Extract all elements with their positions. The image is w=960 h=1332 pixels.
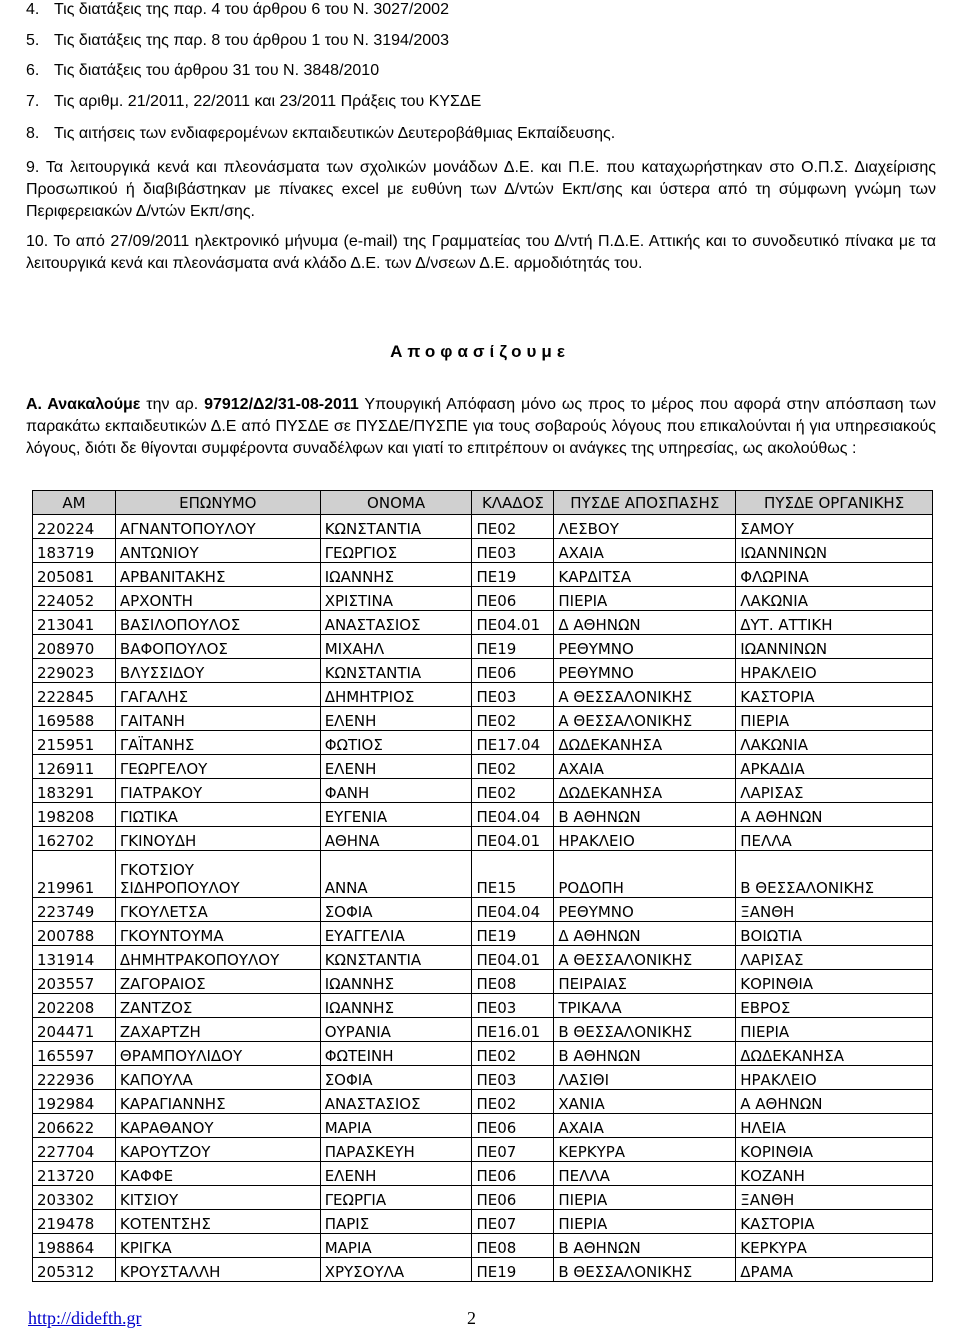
table-row	[33, 898, 933, 922]
table-cell: ΚΑΣΤΟΡΙΑ	[736, 683, 933, 707]
table-row	[33, 659, 933, 683]
table-cell: ΠΕ16.01	[472, 1018, 554, 1042]
table-cell: ΛΑΡΙΣΑΣ	[736, 779, 933, 803]
table-cell: ΚΡΙΓΚΑ	[115, 1234, 320, 1258]
table-row	[33, 803, 933, 827]
table-cell: ΣΑΜΟΥ	[736, 515, 933, 539]
table-cell: ΣΟΦΙΑ	[320, 1066, 472, 1090]
table-cell: ΠΕ04.04	[472, 803, 554, 827]
table-cell: ΦΛΩΡΙΝΑ	[736, 563, 933, 587]
table-cell: ΓΑΙΤΑΝΗ	[115, 707, 320, 731]
table-cell: ΚΕΡΚΥΡΑ	[554, 1138, 736, 1162]
list-item-number: 6.	[26, 62, 40, 79]
table-cell: ΖΑΓΟΡΑΙΟΣ	[115, 970, 320, 994]
table-cell: ΑΝΑΣΤΑΣΙΟΣ	[320, 611, 472, 635]
table-cell: ΠΕ03	[472, 1066, 554, 1090]
table-cell: ΑΘΗΝΑ	[320, 827, 472, 851]
table-cell: ΠΕ04.04	[472, 898, 554, 922]
table-cell: ΚΑΦΦΕ	[115, 1162, 320, 1186]
table-cell: ΚΩΝΣΤΑΝΤΙΑ	[320, 659, 472, 683]
table-cell: ΠΕ08	[472, 970, 554, 994]
table-cell: ΡΕΘΥΜΝΟ	[554, 635, 736, 659]
table-cell: ΑΧΑΙΑ	[554, 755, 736, 779]
table-cell: ΠΕ03	[472, 683, 554, 707]
table-row	[33, 994, 933, 1018]
table-row	[33, 1090, 933, 1114]
table-cell: Β ΑΘΗΝΩΝ	[554, 1234, 736, 1258]
table-cell: ΕΛΕΝΗ	[320, 1162, 472, 1186]
table-cell: Α ΘΕΣΣΑΛΟΝΙΚΗΣ	[554, 683, 736, 707]
table-cell: ΓΑΓΑΛΗΣ	[115, 683, 320, 707]
table-cell: ΠΕ02	[472, 707, 554, 731]
table-cell: 183291	[33, 779, 116, 803]
table-cell: ΔΗΜΗΤΡΑΚΟΠΟΥΛΟΥ	[115, 946, 320, 970]
table-cell: ΒΑΦΟΠΟΥΛΟΣ	[115, 635, 320, 659]
table-row	[33, 1042, 933, 1066]
table-cell: 165597	[33, 1042, 116, 1066]
table-cell: 222936	[33, 1066, 116, 1090]
table-cell: ΚΩΝΣΤΑΝΤΙΑ	[320, 946, 472, 970]
table-cell: 169588	[33, 707, 116, 731]
table-cell: ΤΡΙΚΑΛΑ	[554, 994, 736, 1018]
table-cell: ΠΕ19	[472, 635, 554, 659]
teachers-table	[32, 490, 933, 1282]
table-row	[33, 1066, 933, 1090]
list-item-text: Τις αιτήσεις των ενδιαφερομένων εκπαιδευτικών Δευτεροβάθμιας Εκπαίδευσης.	[54, 125, 616, 142]
table-cell: ΡΟΔΟΠΗ	[554, 851, 736, 898]
list-item	[26, 92, 936, 112]
list-item	[26, 61, 936, 81]
column-header: ΚΛΑΔΟΣ	[472, 491, 554, 515]
table-row	[33, 970, 933, 994]
table-cell: ΠΙΕΡΙΑ	[554, 1186, 736, 1210]
table-cell: ΕΥΑΓΓΕΛΙΑ	[320, 922, 472, 946]
table-cell: ΠΕ06	[472, 1114, 554, 1138]
table-cell: ΗΛΕΙΑ	[736, 1114, 933, 1138]
table-cell: ΠΕ02	[472, 515, 554, 539]
table-cell: ΛΑΚΩΝΙΑ	[736, 731, 933, 755]
column-header: ΕΠΩΝΥΜΟ	[115, 491, 320, 515]
table-cell: ΚΑΣΤΟΡΙΑ	[736, 1210, 933, 1234]
table-cell: ΔΩΔΕΚΑΝΗΣΑ	[736, 1042, 933, 1066]
table-cell: ΠΙΕΡΙΑ	[736, 707, 933, 731]
table-cell: ΠΕ02	[472, 755, 554, 779]
table-cell: ΠΕ07	[472, 1138, 554, 1162]
table-cell: 205312	[33, 1258, 116, 1282]
table-cell: ΧΡΙΣΤΙΝΑ	[320, 587, 472, 611]
table-cell: ΣΟΦΙΑ	[320, 898, 472, 922]
table-cell: 126911	[33, 755, 116, 779]
table-cell: ΓΕΩΡΓΙΟΣ	[320, 539, 472, 563]
table-cell: 219961	[33, 851, 116, 898]
table-cell: Δ ΑΘΗΝΩΝ	[554, 922, 736, 946]
table-cell: ΓΚΟΤΣΙΟΥ ΣΙΔΗΡΟΠΟΥΛΟΥ	[115, 851, 320, 898]
table-cell: 222845	[33, 683, 116, 707]
table-cell: ΚΑΡΔΙΤΣΑ	[554, 563, 736, 587]
table-cell: ΜΑΡΙΑ	[320, 1234, 472, 1258]
list-item	[26, 0, 936, 20]
table-cell: ΗΡΑΚΛΕΙΟ	[554, 827, 736, 851]
table-cell: 205081	[33, 563, 116, 587]
table-cell: ΠΙΕΡΙΑ	[736, 1018, 933, 1042]
table-row	[33, 922, 933, 946]
list-item-text: Τις διατάξεις της παρ. 4 του άρθρου 6 του Ν. 3027/2002	[54, 1, 449, 18]
section-a-paragraph	[26, 394, 936, 460]
table-cell: 206622	[33, 1114, 116, 1138]
table-cell: 223749	[33, 898, 116, 922]
table-cell: ΓΚΟΥΝΤΟΥΜΑ	[115, 922, 320, 946]
table-cell: ΒΛΥΣΣΙΔΟΥ	[115, 659, 320, 683]
table-cell: ΠΕΛΛΑ	[554, 1162, 736, 1186]
table-cell: ΚΡΟΥΣΤΑΛΛΗ	[115, 1258, 320, 1282]
table-cell: ΠΕ19	[472, 1258, 554, 1282]
table-cell: ΓΑΪΤΑΝΗΣ	[115, 731, 320, 755]
table-cell: ΠΕ02	[472, 1090, 554, 1114]
table-cell: 208970	[33, 635, 116, 659]
table-cell: ΛΑΣΙΘΙ	[554, 1066, 736, 1090]
table-cell: ΠΕ07	[472, 1210, 554, 1234]
table-cell: ΑΝΝΑ	[320, 851, 472, 898]
table-cell: 203302	[33, 1186, 116, 1210]
table-cell: ΔΩΔΕΚΑΝΗΣΑ	[554, 731, 736, 755]
table-cell: Α ΘΕΣΣΑΛΟΝΙΚΗΣ	[554, 707, 736, 731]
table-cell: ΓΚΙΝΟΥΔΗ	[115, 827, 320, 851]
table-cell: ΕΛΕΝΗ	[320, 707, 472, 731]
table-cell: ΖΑΧΑΡΤΖΗ	[115, 1018, 320, 1042]
table-cell: ΠΕ04.01	[472, 611, 554, 635]
table-cell: ΠΕ19	[472, 922, 554, 946]
table-cell: 200788	[33, 922, 116, 946]
table-cell: ΠΙΕΡΙΑ	[554, 587, 736, 611]
table-row	[33, 731, 933, 755]
table-cell: ΠΕ08	[472, 1234, 554, 1258]
table-cell: ΔΗΜΗΤΡΙΟΣ	[320, 683, 472, 707]
table-cell: ΚΟΖΑΝΗ	[736, 1162, 933, 1186]
table-cell: ΔΥΤ. ΑΤΤΙΚΗ	[736, 611, 933, 635]
table-cell: ΡΕΘΥΜΝΟ	[554, 659, 736, 683]
table-cell: ΔΡΑΜΑ	[736, 1258, 933, 1282]
table-row	[33, 1258, 933, 1282]
list-item-number: 7.	[26, 93, 40, 110]
table-cell: ΛΑΡΙΣΑΣ	[736, 946, 933, 970]
table-cell: ΓΚΟΥΛΕΤΣΑ	[115, 898, 320, 922]
table-cell: ΧΡΥΣΟΥΛΑ	[320, 1258, 472, 1282]
footer-link[interactable]: http://didefth.gr	[28, 1308, 142, 1328]
list-item-number: 8.	[26, 125, 40, 142]
table-cell: ΠΕ19	[472, 563, 554, 587]
table-cell: ΖΑΝΤΖΟΣ	[115, 994, 320, 1018]
section-a-label: Α. Ανακαλούμε	[26, 396, 141, 413]
table-cell: ΓΕΩΡΓΕΛΟΥ	[115, 755, 320, 779]
table-cell: ΑΡΧΟΝΤΗ	[115, 587, 320, 611]
table-cell: ΑΧΑΙΑ	[554, 539, 736, 563]
table-row	[33, 755, 933, 779]
table-cell: ΚΑΡΑΘΑΝΟΥ	[115, 1114, 320, 1138]
table-cell: ΠΕ17.04	[472, 731, 554, 755]
table-cell: 213041	[33, 611, 116, 635]
table-cell: ΚΩΝΣΤΑΝΤΙΑ	[320, 515, 472, 539]
column-header: ΟΝΟΜΑ	[320, 491, 472, 515]
list-item-text: Τις αριθμ. 21/2011, 22/2011 και 23/2011 Πράξεις του ΚΥΣΔΕ	[54, 93, 482, 110]
table-cell: ΙΩΑΝΝΗΣ	[320, 994, 472, 1018]
table-cell: ΠΕΛΛΑ	[736, 827, 933, 851]
table-cell: ΓΙΑΤΡΑΚΟΥ	[115, 779, 320, 803]
list-item	[26, 31, 936, 51]
table-row	[33, 1162, 933, 1186]
table-cell: 131914	[33, 946, 116, 970]
table-cell: 192984	[33, 1090, 116, 1114]
table-cell: ΚΑΠΟΥΛΑ	[115, 1066, 320, 1090]
table-row	[33, 563, 933, 587]
table-cell: ΑΝΑΣΤΑΣΙΟΣ	[320, 1090, 472, 1114]
table-cell: ΡΕΘΥΜΝΟ	[554, 898, 736, 922]
table-cell: ΦΑΝΗ	[320, 779, 472, 803]
table-cell: ΠΕ03	[472, 539, 554, 563]
table-row	[33, 1018, 933, 1042]
table-cell: ΠΕ04.01	[472, 827, 554, 851]
table-cell: ΞΑΝΘΗ	[736, 1186, 933, 1210]
table-cell: Β ΘΕΣΣΑΛΟΝΙΚΗΣ	[554, 1258, 736, 1282]
section-a-text2: Υπουργική Απόφαση μόνο ως προς το μέρος που αφορά στην απόσπαση των παρακάτω εκπαιδευτικών Δ.Ε από ΠΥΣΔΕ σε ΠΥΣΔΕ/ΠΥΣΠΕ για τους σοβαρούς λόγους που επικαλούνται ή για υπηρεσιακούς λόγους, διότι δε θίγονται συμφέροντα συναδέλφων και γιατί το επιτρέπουν οι ανάγκες της υπηρεσίας, ως ακολούθως :	[26, 396, 936, 457]
table-cell: 203557	[33, 970, 116, 994]
table-cell: ΠΕ02	[472, 1042, 554, 1066]
table-cell: 215951	[33, 731, 116, 755]
table-cell: ΠΕ06	[472, 587, 554, 611]
table-cell: ΜΑΡΙΑ	[320, 1114, 472, 1138]
list-item	[26, 124, 936, 144]
table-cell: 198208	[33, 803, 116, 827]
table-row	[33, 779, 933, 803]
table-cell: ΓΙΩΤΙΚΑ	[115, 803, 320, 827]
table-cell: ΦΩΤΕΙΝΗ	[320, 1042, 472, 1066]
table-row	[33, 851, 933, 898]
table-cell: ΑΓΝΑΝΤΟΠΟΥΛΟΥ	[115, 515, 320, 539]
table-cell: Β ΘΕΣΣΑΛΟΝΙΚΗΣ	[554, 1018, 736, 1042]
table-cell: 204471	[33, 1018, 116, 1042]
table-cell: ΠΕ06	[472, 659, 554, 683]
table-row	[33, 1234, 933, 1258]
table-cell: 198864	[33, 1234, 116, 1258]
table-cell: ΘΡΑΜΠΟΥΛΙΔΟΥ	[115, 1042, 320, 1066]
table-cell: ΗΡΑΚΛΕΙΟ	[736, 1066, 933, 1090]
table-cell: ΔΩΔΕΚΑΝΗΣΑ	[554, 779, 736, 803]
table-cell: ΚΑΡΑΓΙΑΝΝΗΣ	[115, 1090, 320, 1114]
list-item-number: 4.	[26, 1, 40, 18]
table-cell: 220224	[33, 515, 116, 539]
table-row	[33, 515, 933, 539]
table-cell: ΠΑΡΑΣΚΕΥΗ	[320, 1138, 472, 1162]
table-cell: Β ΘΕΣΣΑΛΟΝΙΚΗΣ	[736, 851, 933, 898]
table-header-row	[33, 491, 933, 515]
table-row	[33, 1186, 933, 1210]
table-cell: ΚΟΡΙΝΘΙΑ	[736, 1138, 933, 1162]
decision-reference: 97912/Δ2/31-08-2011	[204, 396, 359, 413]
table-cell: ΛΕΣΒΟΥ	[554, 515, 736, 539]
table-cell: Β ΑΘΗΝΩΝ	[554, 1042, 736, 1066]
table-cell: Α ΑΘΗΝΩΝ	[736, 803, 933, 827]
table-cell: ΙΩΑΝΝΗΣ	[320, 970, 472, 994]
table-cell: ΙΩΑΝΝΗΣ	[320, 563, 472, 587]
table-cell: 229023	[33, 659, 116, 683]
table-row	[33, 611, 933, 635]
table-cell: ΕΛΕΝΗ	[320, 755, 472, 779]
table-cell: ΠΙΕΡΙΑ	[554, 1210, 736, 1234]
table-cell: ΒΟΙΩΤΙΑ	[736, 922, 933, 946]
table-cell: ΠΕ04.01	[472, 946, 554, 970]
table-cell: 227704	[33, 1138, 116, 1162]
table-cell: ΚΙΤΣΙΟΥ	[115, 1186, 320, 1210]
item-10: 10. Το από 27/09/2011 ηλεκτρονικό μήνυμα (e-mail) της Γραμματείας του Δ/ντή Π.Δ.Ε. Αττικής και το συνοδευτικό πίνακα με τα λειτουργικά κενά και πλεονάσματα ανά κλάδο Δ.Ε. των Δ/νσεων Δ.Ε. αρμοδιότητάς του.	[26, 233, 936, 272]
table-row	[33, 707, 933, 731]
table-row	[33, 683, 933, 707]
table-row	[33, 1114, 933, 1138]
table-cell: ΠΑΡΙΣ	[320, 1210, 472, 1234]
table-row	[33, 539, 933, 563]
table-cell: Β ΑΘΗΝΩΝ	[554, 803, 736, 827]
table-cell: ΧΑΝΙΑ	[554, 1090, 736, 1114]
table-cell: ΚΟΡΙΝΘΙΑ	[736, 970, 933, 994]
table-cell: 219478	[33, 1210, 116, 1234]
table-cell: ΑΝΤΩΝΙΟΥ	[115, 539, 320, 563]
table-cell: Α ΘΕΣΣΑΛΟΝΙΚΗΣ	[554, 946, 736, 970]
table-cell: ΑΡΒΑΝΙΤΑΚΗΣ	[115, 563, 320, 587]
table-cell: ΟΥΡΑΝΙΑ	[320, 1018, 472, 1042]
table-cell: ΠΕ06	[472, 1162, 554, 1186]
table-cell: ΕΥΓΕΝΙΑ	[320, 803, 472, 827]
table-row	[33, 635, 933, 659]
column-header: ΑΜ	[33, 491, 116, 515]
table-row	[33, 827, 933, 851]
table-cell: ΠΕ02	[472, 779, 554, 803]
table-cell: ΠΕΙΡΑΙΑΣ	[554, 970, 736, 994]
column-header: ΠΥΣΔΕ ΑΠΟΣΠΑΣΗΣ	[554, 491, 736, 515]
decision-title: Αποφασίζουμε	[390, 342, 570, 361]
table-cell: Δ ΑΘΗΝΩΝ	[554, 611, 736, 635]
column-header: ΠΥΣΔΕ ΟΡΓΑΝΙΚΗΣ	[736, 491, 933, 515]
table-cell: ΚΑΡΟΥΤΖΟΥ	[115, 1138, 320, 1162]
table-cell: 224052	[33, 587, 116, 611]
table-cell: ΞΑΝΘΗ	[736, 898, 933, 922]
table-row	[33, 587, 933, 611]
table-cell: ΠΕ03	[472, 994, 554, 1018]
table-cell: 213720	[33, 1162, 116, 1186]
page-number: 2	[467, 1308, 476, 1328]
table-cell: ΑΧΑΙΑ	[554, 1114, 736, 1138]
table-cell: ΠΕ15	[472, 851, 554, 898]
table-cell: ΠΕ06	[472, 1186, 554, 1210]
table-cell: ΙΩΑΝΝΙΝΩΝ	[736, 635, 933, 659]
table-row	[33, 1138, 933, 1162]
table-cell: ΓΕΩΡΓΙΑ	[320, 1186, 472, 1210]
table-row	[33, 1210, 933, 1234]
table-cell: ΕΒΡΟΣ	[736, 994, 933, 1018]
table-cell: ΒΑΣΙΛΟΠΟΥΛΟΣ	[115, 611, 320, 635]
list-item-text: Τις διατάξεις της παρ. 8 του άρθρου 1 του Ν. 3194/2003	[54, 32, 449, 49]
table-cell: 202208	[33, 994, 116, 1018]
table-body	[33, 515, 933, 1282]
list-item-number: 5.	[26, 32, 40, 49]
table-cell: ΦΩΤΙΟΣ	[320, 731, 472, 755]
table-cell: ΙΩΑΝΝΙΝΩΝ	[736, 539, 933, 563]
table-cell: ΛΑΚΩΝΙΑ	[736, 587, 933, 611]
table-cell: ΚΕΡΚΥΡΑ	[736, 1234, 933, 1258]
table-cell: ΗΡΑΚΛΕΙΟ	[736, 659, 933, 683]
table-cell: 162702	[33, 827, 116, 851]
list-item-text: Τις διατάξεις του άρθρου 31 του Ν. 3848/2010	[54, 62, 380, 79]
table-cell: ΜΙΧΑΗΛ	[320, 635, 472, 659]
table-cell: ΑΡΚΑΔΙΑ	[736, 755, 933, 779]
section-a-text1: την αρ.	[140, 396, 205, 413]
table-row	[33, 946, 933, 970]
table-cell: 183719	[33, 539, 116, 563]
item-9: 9. Τα λειτουργικά κενά και πλεονάσματα των σχολικών μονάδων Δ.Ε. και Π.Ε. που καταχωρήστηκαν στο Ο.Π.Σ. Διαχείρισης Προσωπικού ή διαβιβάστηκαν με πίνακες excel με ευθύνη των Δ/ντών Εκπ/σης και ύστερα από τη σύμφωνη γνώμη των Περιφερειακών Δ/ντών Εκπ/σης.	[26, 159, 936, 220]
table-cell: Α ΑΘΗΝΩΝ	[736, 1090, 933, 1114]
table-cell: ΚΟΤΕΝΤΣΗΣ	[115, 1210, 320, 1234]
